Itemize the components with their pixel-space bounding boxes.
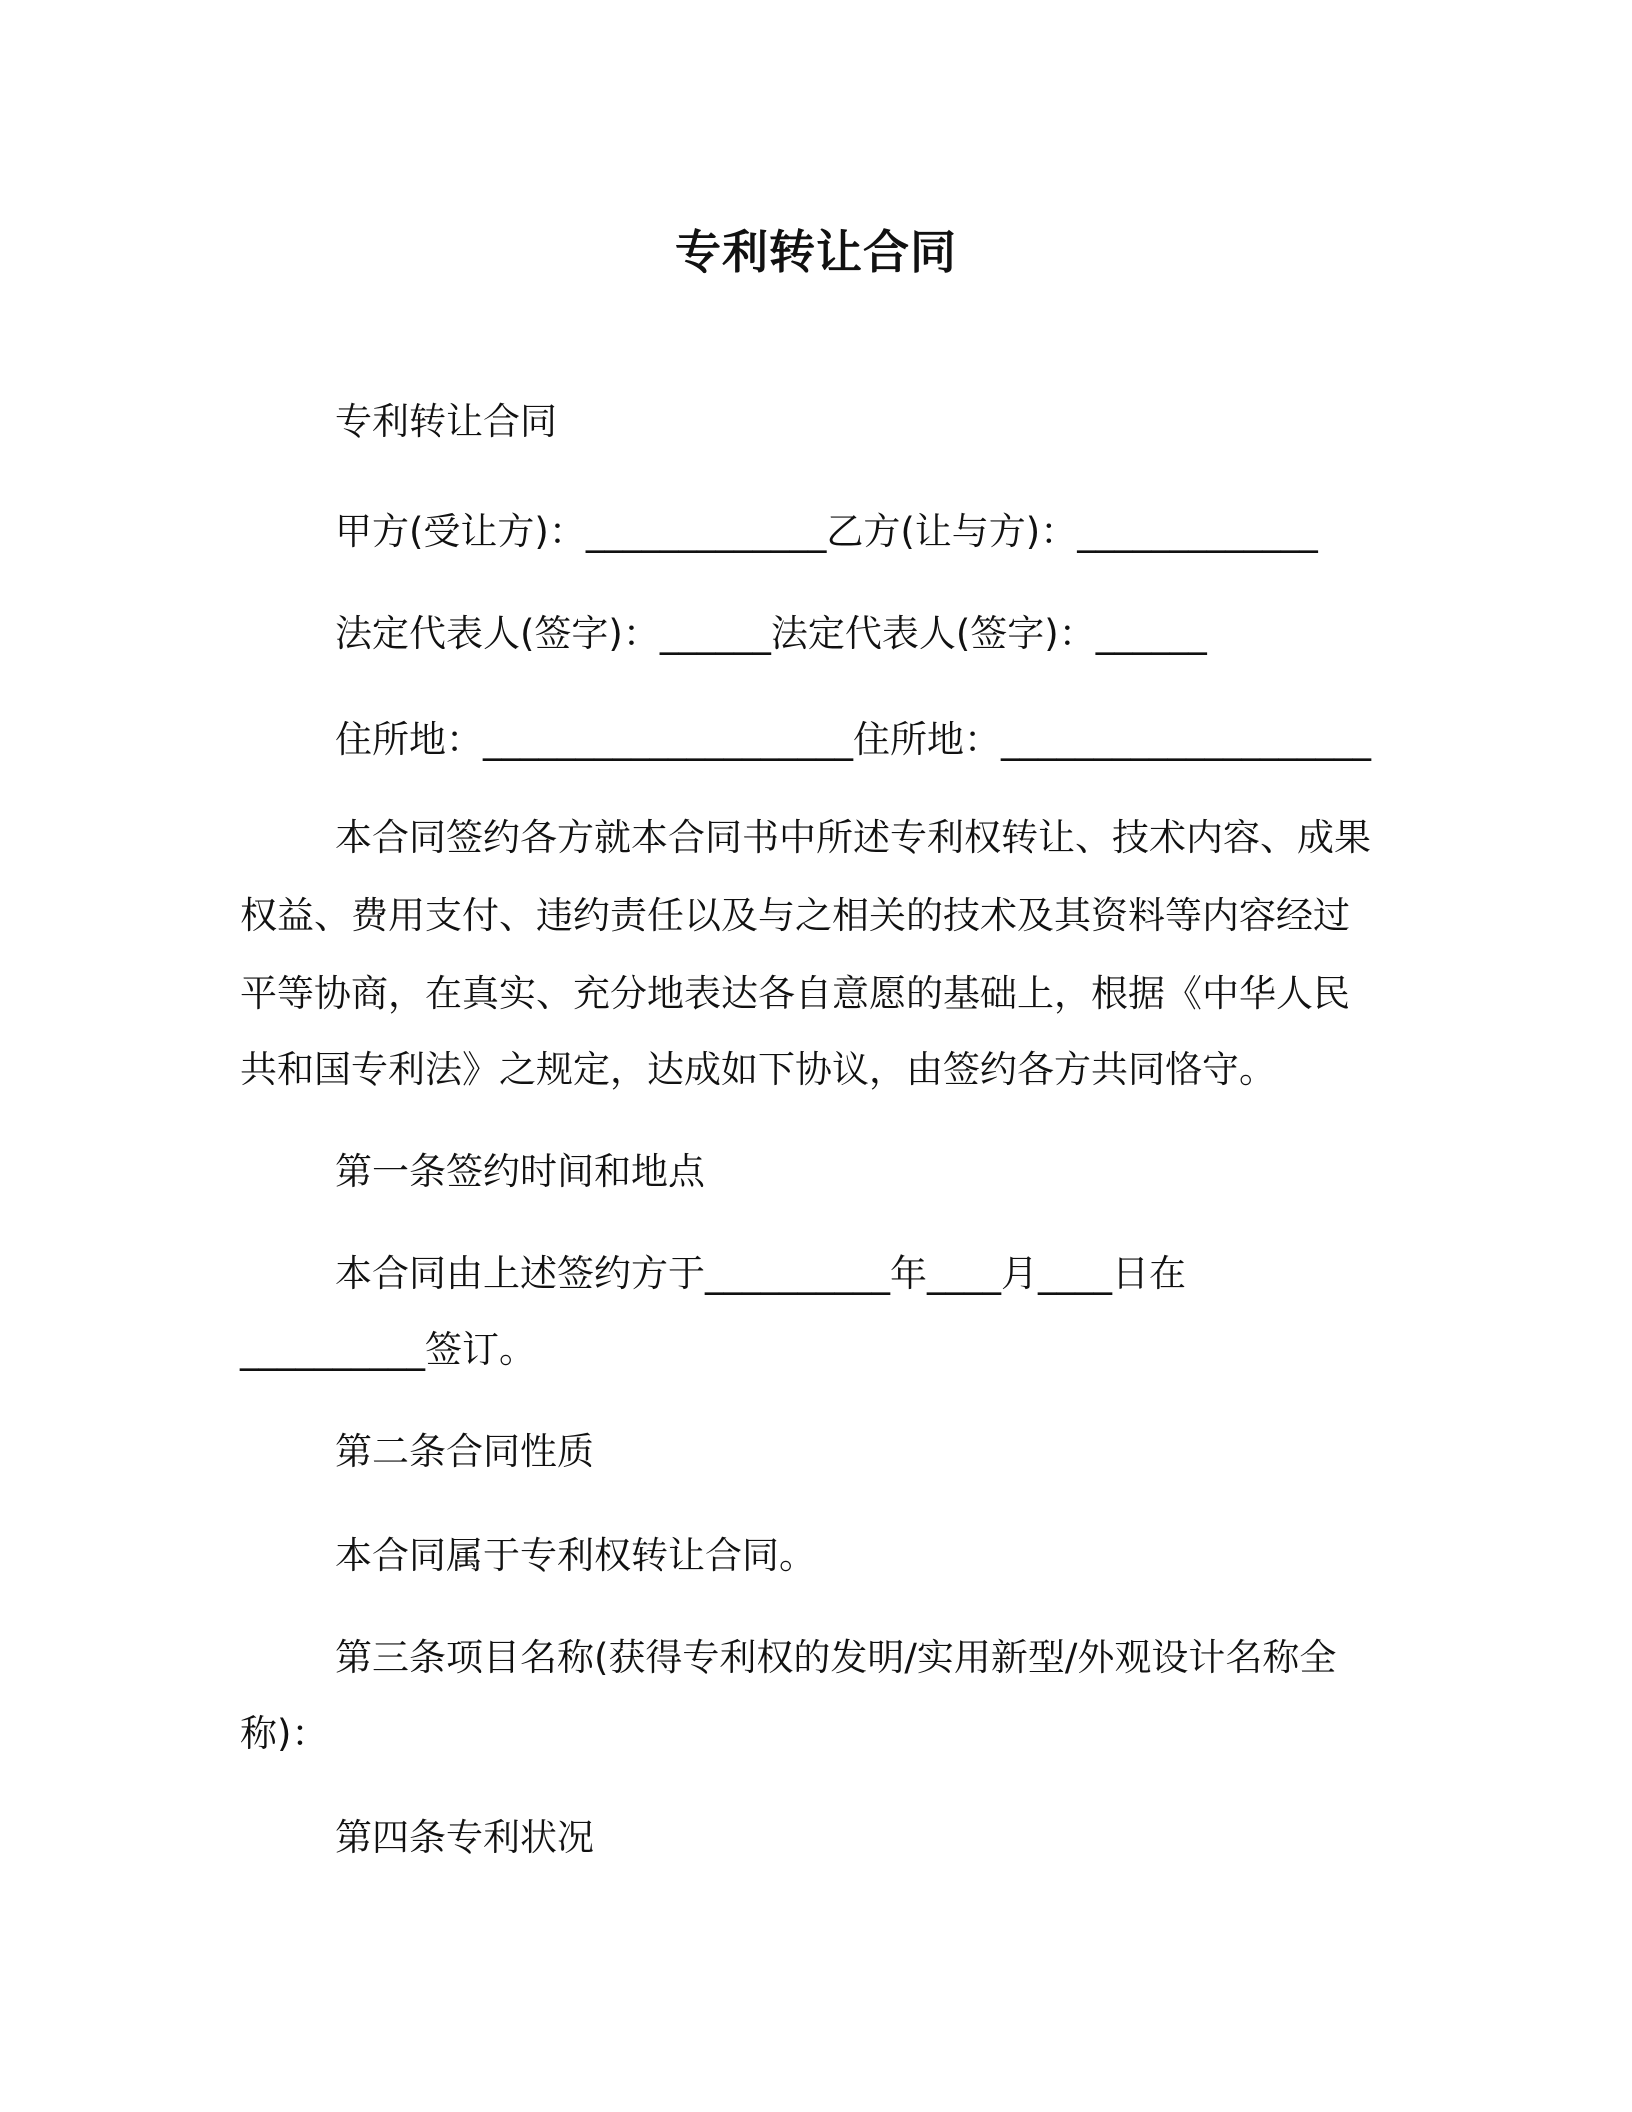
article-2-text: 本合同属于专利权转让合同。: [335, 1534, 816, 1577]
legal-representative-line: 法定代表人(签字)：______法定代表人(签字)：______: [335, 612, 1207, 655]
address-line: 住所地：____________________住所地：____________________: [335, 718, 1371, 761]
subtitle-line: 专利转让合同: [335, 400, 557, 443]
article-2-heading: 第二条合同性质: [335, 1430, 594, 1473]
article-1-text-line-1: 本合同由上述签约方于__________年____月____日在: [335, 1252, 1186, 1295]
preamble-line-4: 共和国专利法》之规定，达成如下协议，由签约各方共同恪守。: [240, 1048, 1276, 1091]
article-1-heading: 第一条签约时间和地点: [335, 1150, 705, 1193]
preamble-line-3: 平等协商，在真实、充分地表达各自意愿的基础上，根据《中华人民: [240, 972, 1350, 1015]
article-3-heading-line-1: 第三条项目名称(获得专利权的发明/实用新型/外观设计名称全: [335, 1636, 1337, 1679]
article-3-heading-line-2: 称)：: [240, 1712, 329, 1755]
article-4-heading: 第四条专利状况: [335, 1816, 594, 1859]
document-title: 专利转让合同: [675, 225, 957, 279]
article-1-text-line-2: __________签订。: [240, 1328, 536, 1371]
preamble-line-2: 权益、费用支付、违约责任以及与之相关的技术及其资料等内容经过: [240, 894, 1350, 937]
party-names-line: 甲方(受让方)：_____________乙方(让与方)：_____________: [335, 510, 1318, 553]
preamble-line-1: 本合同签约各方就本合同书中所述专利权转让、技术内容、成果: [335, 816, 1371, 859]
